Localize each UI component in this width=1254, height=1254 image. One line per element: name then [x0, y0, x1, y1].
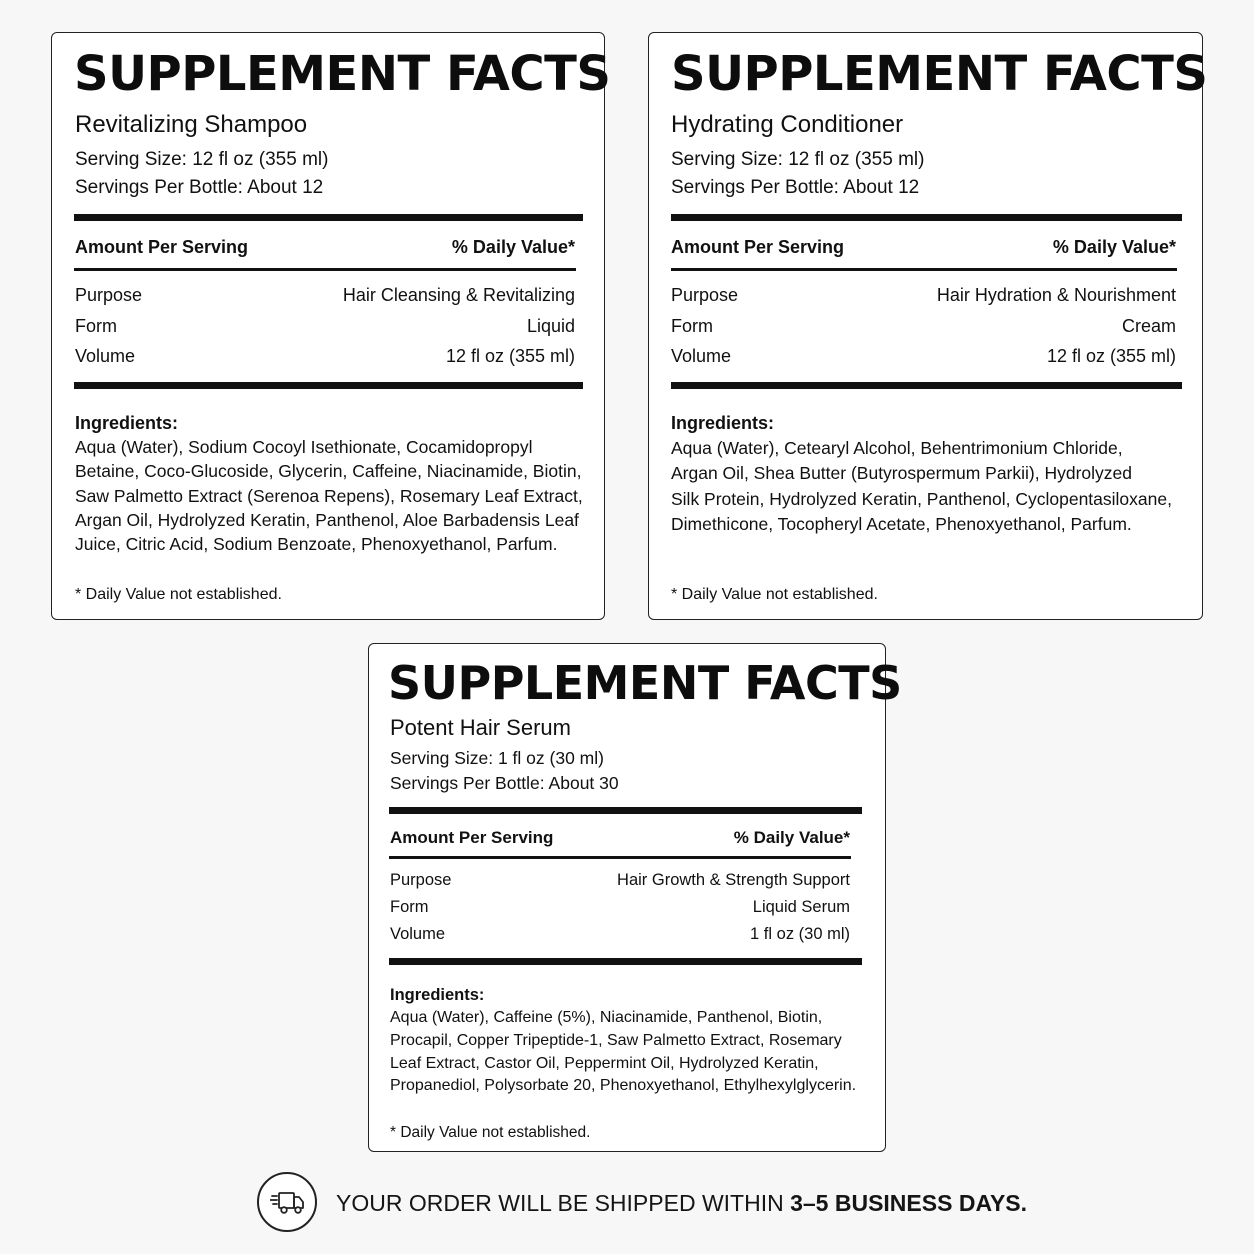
- product-name: Revitalizing Shampoo: [75, 111, 308, 138]
- row-label-purpose: Purpose: [671, 285, 739, 305]
- product-name: Hydrating Conditioner: [671, 111, 904, 138]
- thick-divider: [74, 382, 583, 389]
- shipping-text-days: 3–5 BUSINESS DAYS.: [790, 1190, 1028, 1216]
- row-value-purpose: Hair Hydration & Nourishment: [936, 285, 1176, 305]
- ingredients-line: Juice, Citric Acid, Sodium Benzoate, Phenoxyethanol, Parfum.: [75, 534, 558, 555]
- daily-value-header: % Daily Value*: [451, 237, 575, 257]
- thin-divider: [389, 856, 851, 859]
- thin-divider: [74, 268, 576, 271]
- thick-divider: [74, 214, 583, 221]
- thick-divider: [671, 214, 1182, 221]
- row-label-volume: Volume: [390, 925, 446, 943]
- ingredients-line: Aqua (Water), Sodium Cocoyl Isethionate, Cocamidopropyl: [75, 437, 533, 457]
- serving-size: Serving Size: 1 fl oz (30 ml): [390, 748, 604, 768]
- serving-size: Serving Size: 12 fl oz (355 ml): [75, 149, 329, 170]
- supplement-facts-panel-conditioner: [648, 32, 1208, 620]
- ingredients-list: [390, 1007, 856, 1098]
- supplement-facts-panel-serum: [368, 643, 902, 1152]
- ingredients-title: Ingredients:: [671, 413, 775, 433]
- ingredients-title: Ingredients:: [390, 986, 485, 1004]
- supplement-facts-panel-shampoo: [51, 32, 611, 620]
- ingredients-line: Argan Oil, Hydrolyzed Keratin, Panthenol, Aloe Barbadensis Leaf: [75, 509, 579, 530]
- row-value-form: Cream: [1121, 316, 1176, 336]
- ingredients-title: Ingredients:: [75, 413, 179, 433]
- panel-heading: SUPPLEMENT FACTS: [671, 46, 1208, 102]
- ingredients-line: Dimethicone, Tocopheryl Acetate, Phenoxyethanol, Parfum.: [671, 513, 1132, 534]
- amount-per-serving-header: Amount Per Serving: [390, 828, 554, 847]
- daily-value-header: % Daily Value*: [1052, 237, 1176, 257]
- ingredients-line: Silk Protein, Hydrolyzed Keratin, Panthenol, Cyclopentasiloxane,: [671, 488, 1172, 509]
- shipping-text-prefix: YOUR ORDER WILL BE SHIPPED WITHIN: [336, 1190, 791, 1216]
- row-label-form: Form: [390, 898, 429, 916]
- row-label-form: Form: [671, 316, 713, 336]
- thin-divider: [671, 268, 1177, 271]
- row-value-volume: 12 fl oz (355 ml): [1046, 346, 1176, 366]
- thick-divider: [671, 382, 1182, 389]
- row-value-purpose: Hair Growth & Strength Support: [617, 871, 850, 889]
- thick-divider: [389, 807, 862, 814]
- amount-per-serving-header: Amount Per Serving: [75, 237, 249, 257]
- ingredients-line: Aqua (Water), Cetearyl Alcohol, Behentrimonium Chloride,: [671, 438, 1123, 458]
- daily-value-footnote: * Daily Value not established.: [671, 586, 878, 603]
- row-label-volume: Volume: [671, 346, 732, 366]
- ingredients-line: Procapil, Copper Tripeptide-1, Saw Palmetto Extract, Rosemary: [390, 1031, 842, 1049]
- daily-value-footnote: * Daily Value not established.: [390, 1124, 591, 1141]
- amount-per-serving-header: Amount Per Serving: [671, 237, 845, 257]
- row-label-form: Form: [75, 316, 117, 336]
- servings-per-bottle: Servings Per Bottle: About 30: [390, 773, 619, 793]
- row-label-purpose: Purpose: [75, 285, 143, 305]
- row-value-form: Liquid: [526, 316, 575, 336]
- ingredients-line: Argan Oil, Shea Butter (Butyrospermum Parkii), Hydrolyzed: [671, 463, 1132, 484]
- row-label-purpose: Purpose: [390, 871, 452, 889]
- row-value-volume: 1 fl oz (30 ml): [750, 925, 850, 943]
- serving-size: Serving Size: 12 fl oz (355 ml): [671, 149, 925, 170]
- ingredients-line: Aqua (Water), Caffeine (5%), Niacinamide, Panthenol, Biotin,: [390, 1009, 823, 1026]
- shipping-text: [336, 1192, 1027, 1215]
- ingredients-list: [671, 436, 1172, 537]
- ingredients-line: Saw Palmetto Extract (Serenoa Repens), Rosemary Leaf Extract,: [75, 485, 583, 506]
- ingredients-line: Propanediol, Polysorbate 20, Phenoxyethanol, Ethylhexylglycerin.: [390, 1077, 857, 1095]
- row-label-volume: Volume: [75, 346, 136, 366]
- servings-per-bottle: Servings Per Bottle: About 12: [671, 177, 920, 198]
- row-value-purpose: Hair Cleansing & Revitalizing: [342, 285, 575, 305]
- ingredients-list: [75, 435, 583, 556]
- shipping-notice: [257, 1172, 1028, 1236]
- panel-heading: SUPPLEMENT FACTS: [74, 46, 611, 102]
- panel-heading: SUPPLEMENT FACTS: [388, 656, 902, 710]
- row-value-volume: 12 fl oz (355 ml): [445, 346, 575, 366]
- row-value-form: Liquid Serum: [752, 898, 850, 916]
- ingredients-line: Leaf Extract, Castor Oil, Peppermint Oil, Hydrolyzed Keratin,: [390, 1054, 819, 1072]
- servings-per-bottle: Servings Per Bottle: About 12: [75, 177, 324, 198]
- ingredients-line: Betaine, Coco-Glucoside, Glycerin, Caffeine, Niacinamide, Biotin,: [75, 461, 582, 482]
- thick-divider: [389, 958, 862, 965]
- daily-value-header: % Daily Value*: [733, 828, 850, 847]
- product-name: Potent Hair Serum: [390, 715, 571, 740]
- daily-value-footnote: * Daily Value not established.: [75, 586, 282, 603]
- delivery-truck-icon: [257, 1172, 317, 1232]
